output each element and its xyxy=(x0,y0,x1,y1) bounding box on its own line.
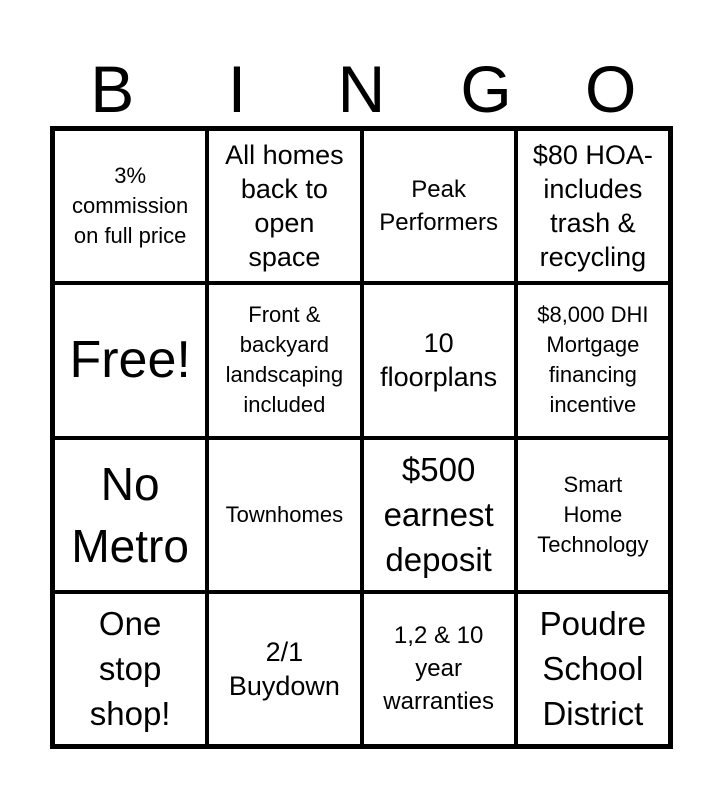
cell-text: Peak Performers xyxy=(379,176,498,237)
cell-text: 1,2 & 10 year warranties xyxy=(383,622,494,716)
header-letter-n: N xyxy=(337,52,386,126)
cell-text: 3% commission on full price xyxy=(72,163,189,249)
cell-text: Poudre School District xyxy=(539,605,647,733)
bingo-cell[interactable] xyxy=(362,129,516,283)
cell-text: No Metro xyxy=(71,457,189,572)
cell-text: Smart Home Technology xyxy=(537,471,649,557)
cell-text: All homes back to open space xyxy=(225,140,344,273)
bingo-cell[interactable] xyxy=(53,129,207,283)
header-letter-g: G xyxy=(460,52,512,126)
bingo-cell[interactable] xyxy=(362,283,516,437)
cell-text: $80 HOA- includes trash & recycling xyxy=(532,140,653,273)
header-letter-o: O xyxy=(585,52,637,126)
cell-text: 10 floorplans xyxy=(380,328,498,393)
bingo-cell[interactable] xyxy=(207,283,361,437)
bingo-cell[interactable] xyxy=(516,283,670,437)
bingo-cell[interactable] xyxy=(207,592,361,746)
bingo-cell[interactable] xyxy=(53,438,207,592)
cell-text: $8,000 DHI Mortgage financing incentive xyxy=(537,302,649,418)
bingo-header xyxy=(50,52,673,126)
bingo-cell[interactable] xyxy=(53,592,207,746)
bingo-cell[interactable] xyxy=(362,438,516,592)
bingo-cell[interactable] xyxy=(207,438,361,592)
free-cell[interactable] xyxy=(53,283,207,437)
cell-text: $500 earnest deposit xyxy=(383,451,494,579)
bingo-cell[interactable] xyxy=(516,129,670,283)
cell-text: Front & backyard landscaping included xyxy=(225,302,344,418)
cell-text: Townhomes xyxy=(225,501,344,527)
cell-text: Free! xyxy=(69,331,191,390)
bingo-cell[interactable] xyxy=(516,438,670,592)
bingo-cell[interactable] xyxy=(362,592,516,746)
bingo-cell[interactable] xyxy=(207,129,361,283)
bingo-board xyxy=(50,126,673,749)
header-letter-b: B xyxy=(90,52,135,126)
cell-text: 2/1 Buydown xyxy=(228,636,340,701)
header-letter-i: I xyxy=(227,52,247,126)
cell-text: One stop shop! xyxy=(89,605,171,733)
bingo-cell[interactable] xyxy=(516,592,670,746)
